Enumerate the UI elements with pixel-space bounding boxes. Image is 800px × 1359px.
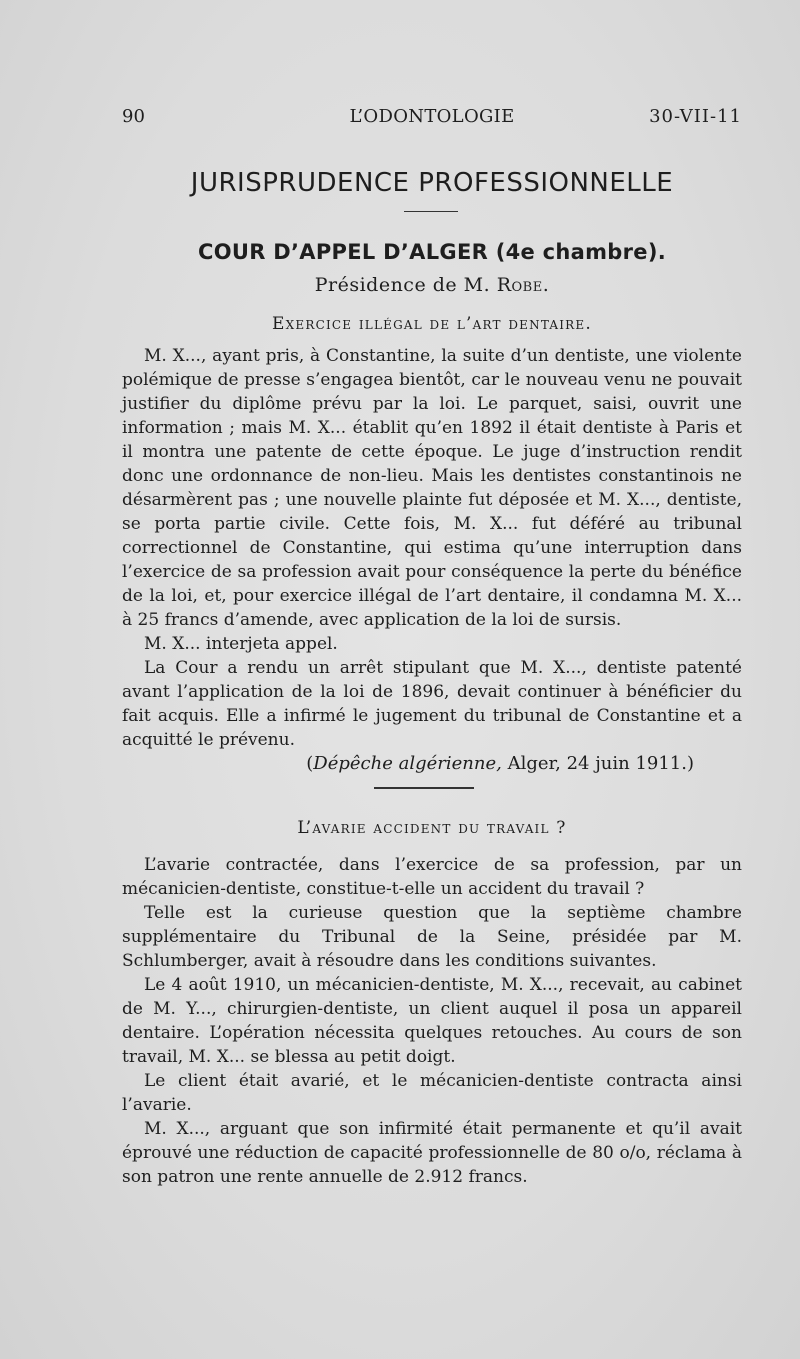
presidence-line (122, 274, 742, 296)
court-chamber: (4e chambre). (495, 240, 667, 264)
section-heading-exercice: Exercice illégal de l’art dentaire. (272, 314, 592, 334)
page-title: JURISPRUDENCE PROFESSIONNELLE (190, 168, 674, 198)
page-number: 90 (122, 106, 145, 127)
paragraph: Le 4 août 1910, un mécanicien-dentiste, M. X..., recevait, au cabinet de M. Y..., chirurgien-dentiste, un client auquel il posa un appareil dentaire. L’opération nécessita quelques retouches. Au cours de son travail, M. X... se blessa au petit doigt. (122, 975, 742, 1067)
presidence-suffix: . (542, 274, 550, 296)
paragraph: L’avarie contractée, dans l’exercice de sa profession, par un mécanicien-dentiste, constitue-t-elle un accident du travail ? (122, 855, 742, 899)
section-divider (374, 787, 474, 789)
paragraph: M. X..., ayant pris, à Constantine, la suite d’un dentiste, une violente polémique de presse s’engagea bientôt, car le nouveau venu ne pouvait justifier du diplôme prévu par la loi. Le parquet, saisi, ouvrit une information ; mais M. X... établit qu’en 1892 il était dentiste à Paris et il montra une patente de cette époque. Le juge d’instruction rendit donc une ordonnance de non-lieu. Mais les dentistes constantinois ne désarmèrent pas ; une nouvelle plainte fut déposée et M. X..., dentiste, se porta partie civile. Cette fois, M. X... fut déféré au tribunal correctionnel de Constantine, qui estima qu’une interruption dans l’exercice de sa profession avait pour conséquence la perte du bénéfice de la loi, et, pour exercice illégal de l’art dentaire, il condamna M. X... à 25 francs d’amende, avec application de la loi de sursis. (122, 346, 742, 630)
court-name: COUR D’APPEL D’ALGER (197, 240, 489, 264)
source-citation (122, 752, 742, 776)
section-heading-avarie: L’avarie accident du travail ? (297, 818, 567, 838)
court-heading (122, 240, 742, 264)
citation-rest: Alger, 24 juin 1911.) (501, 753, 694, 774)
paragraph: La Cour a rendu un arrêt stipulant que M. X..., dentiste patenté avant l’application de la loi de 1896, devait continuer à bénéficier du fait acquis. Elle a infirmé le jugement du tribunal de Constantine et a acquitté le prévenu. (122, 658, 742, 750)
paragraph: Le client était avarié, et le mécanicien-dentiste contracta ainsi l’avarie. (122, 1071, 742, 1115)
issue-date: 30-VII-11 (649, 106, 742, 127)
section-body-exercice (122, 344, 742, 776)
section-body-avarie (122, 853, 742, 1189)
citation-open: ( (306, 753, 314, 774)
presidence-prefix: Présidence de M. (314, 274, 491, 296)
citation-publication: Dépêche algérienne, (313, 753, 502, 774)
paragraph: Telle est la curieuse question que la septième chambre supplémentaire du Tribunal de la Seine, présidée par M. Schlumberger, avait à résoudre dans les conditions suivantes. (122, 903, 742, 971)
paragraph: M. X..., arguant que son infirmité était permanente et qu’il avait éprouvé une réduction de capacité professionnelle de 80 o/o, réclama à son patron une rente annuelle de 2.912 francs. (122, 1119, 742, 1187)
paragraph: M. X... interjeta appel. (144, 634, 338, 654)
running-header (122, 106, 742, 132)
presidence-name: Robe (496, 274, 543, 296)
journal-name: L’ODONTOLOGIE (349, 106, 515, 127)
title-divider (404, 211, 458, 212)
